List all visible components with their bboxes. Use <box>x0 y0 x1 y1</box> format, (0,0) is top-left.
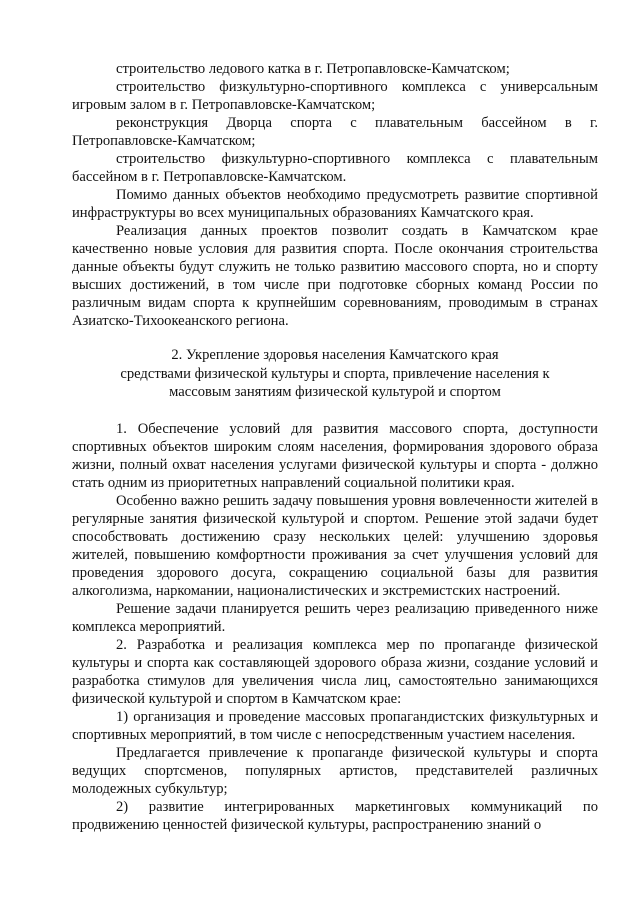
paragraph-infrastructure-development: Помимо данных объектов необходимо предусмотреть развитие спортивной инфраструктуры во всех муниципальных образованиях Камчатского края. <box>72 187 598 221</box>
paragraph-subitem-1: 1) организация и проведение массовых пропагандистских физкультурных и спортивных мероприятий, в том числе с непосредственным участием населения. <box>72 708 598 743</box>
section-heading-line-2: средствами физической культуры и спорта, привлечение населения к <box>120 365 550 382</box>
paragraph-palace-of-sports: реконструкция Дворца спорта с плавательным бассейном в г. Петропавловске-Камчатском; <box>72 115 598 149</box>
paragraph-solution: Решение задачи планируется решить через реализацию приведенного ниже комплекса мероприятий. <box>72 600 598 635</box>
section-heading <box>72 346 598 402</box>
paragraph-subitem-2: 2) развитие интегрированных маркетинговых коммуникаций по продвижению ценностей физической культуры, распространению знаний о <box>72 798 598 833</box>
section-heading-line-3: массовым занятиям физической культурой и спортом <box>169 384 501 400</box>
paragraph-promotion: Предлагается привлечение к пропаганде физической культуры и спорта ведущих спортсменов, популярных артистов, представителей различных молодежных субкультур; <box>72 744 598 797</box>
paragraph-item-1: 1. Обеспечение условий для развития массового спорта, доступности спортивных объектов широким слоям населения, формирования здорового образа жизни, полный охват населения услугами физической культуры и спорта - должно стать одним из приоритетных направлений социальной политики края. <box>72 420 598 491</box>
paragraph-sports-complex-game-hall: строительство физкультурно-спортивного комплекса с универсальным игровым залом в г. Петропавловске-Камчатском; <box>72 79 598 113</box>
paragraph-involvement: Особенно важно решить задачу повышения уровня вовлеченности жителей в регулярные занятия физической культурой и спортом. Решение этой задачи будет способствовать достижению сразу нескольких целей: улучшению здоровья жителей, повышению комфортности проживания за счет улучшения условий для проведения здорового досуга, сокращению социальной базы для развития алкоголизма, наркомании, националистических и экстремистских настроений. <box>72 492 598 599</box>
document-page <box>72 60 598 834</box>
section-heading-line-1: 2. Укрепление здоровья населения Камчатского края <box>171 347 499 363</box>
paragraph-project-implementation: Реализация данных проектов позволит создать в Камчатском крае качественно новые условия для развития спорта. После окончания строительства данные объекты будут служить не только развитию массового спорта, но и спорту высших достижений, в том числе при подготовке сборных команд России по различным видам спорта к крупнейшим соревнованиям, проводимым в странах Азиатско-Тихоокеанского региона. <box>72 223 598 329</box>
paragraph-item-2: 2. Разработка и реализация комплекса мер по пропаганде физической культуры и спорта как составляющей здорового образа жизни, создание условий и разработка стимулов для увеличения числа лиц, самостоятельно занимающихся физической культурой и спортом в Камчатском крае: <box>72 636 598 707</box>
paragraph-sports-complex-pool: строительство физкультурно-спортивного комплекса с плавательным бассейном в г. Петропавловске-Камчатском. <box>72 151 598 185</box>
paragraph-ice-rink: строительство ледового катка в г. Петропавловске-Камчатском; <box>116 61 510 77</box>
